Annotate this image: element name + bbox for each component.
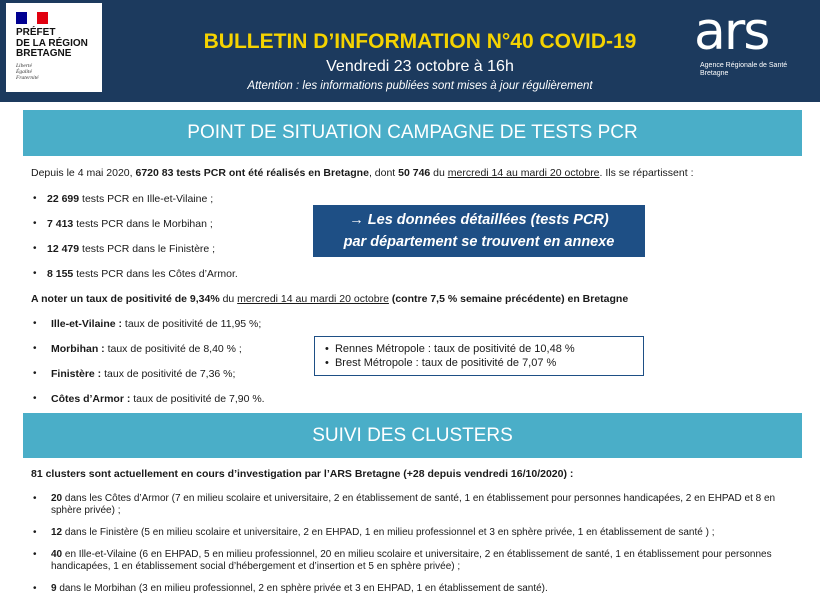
header-banner xyxy=(0,0,820,102)
prefecture-logo xyxy=(6,3,102,92)
update-notice: Attention : les informations publiées sont mises à jour régulièrement xyxy=(247,80,593,92)
bullet-icon: • xyxy=(33,368,37,379)
list-item: 12 dans le Finistère (5 en milieu scolaire et universitaire, 2 en EHPAD, 1 en milieu professionnel et 3 en sphère privée, 1 en établissement de santé ) ; xyxy=(51,527,715,538)
section-title-pcr: POINT DE SITUATION CAMPAGNE DE TESTS PCR xyxy=(23,110,802,156)
prefecture-name: PRÉFET DE LA RÉGION BRETAGNE xyxy=(16,27,88,59)
list-item: • Brest Métropole : taux de positivité de 7,07 % xyxy=(325,357,557,369)
prefecture-motto: Liberté Égalité Fraternité xyxy=(16,63,39,82)
list-item: Morbihan : taux de positivité de 8,40 % ; xyxy=(51,343,242,355)
ars-subtitle: Agence Régionale de Santé Bretagne xyxy=(700,62,788,77)
bullet-icon: • xyxy=(33,193,37,204)
positivity-summary: A noter un taux de positivité de 9,34% du mercredi 14 au mardi 20 octobre (contre 7,5 % semaine précédente) en Bretagne xyxy=(31,293,629,305)
metropole-box xyxy=(314,336,644,376)
list-item: 9 dans le Morbihan (3 en milieu professionnel, 2 en sphère privée et 3 en EHPAD, 1 en établissement de santé). xyxy=(51,583,548,594)
bullet-icon: • xyxy=(33,493,37,504)
list-item: • Rennes Métropole : taux de positivité de 10,48 % xyxy=(325,343,575,355)
list-item: 22 699 tests PCR en Ille-et-Vilaine ; xyxy=(47,193,214,205)
bullet-icon: • xyxy=(33,583,37,594)
bullet-icon: • xyxy=(33,393,37,404)
list-item: Côtes d’Armor : taux de positivité de 7,90 %. xyxy=(51,393,265,405)
clusters-intro: 81 clusters sont actuellement en cours d’investigation par l’ARS Bretagne (+28 depuis vendredi 16/10/2020) : xyxy=(31,468,574,480)
list-item: 20 dans les Côtes d’Armor (7 en milieu scolaire et universitaire, 2 en établissement de santé, 1 en établissement pour personnes handicapées, 2 en EHPAD et 8 en sphère privée) ; xyxy=(51,493,776,516)
section-title-clusters: SUIVI DES CLUSTERS xyxy=(23,413,802,458)
annex-callout: → Les données détaillées (tests PCR) par département se trouvent en annexe xyxy=(313,205,645,257)
list-item: Finistère : taux de positivité de 7,36 %; xyxy=(51,368,236,380)
pcr-intro: Depuis le 4 mai 2020, 6720 83 tests PCR ont été réalisés en Bretagne, dont 50 746 du mercredi 14 au mardi 20 octobre. Ils se répartissent : xyxy=(31,167,694,179)
french-flag-icon xyxy=(16,12,48,24)
bullet-icon: • xyxy=(33,268,37,279)
bullet-icon: • xyxy=(33,343,37,354)
list-item: 8 155 tests PCR dans les Côtes d’Armor. xyxy=(47,268,238,280)
bullet-icon: • xyxy=(33,318,37,329)
list-item: 7 413 tests PCR dans le Morbihan ; xyxy=(47,218,213,230)
bulletin-date: Vendredi 23 octobre à 16h xyxy=(326,58,514,75)
bullet-icon: • xyxy=(33,549,37,560)
ars-logo xyxy=(694,2,814,86)
list-item: 40 en Ille-et-Vilaine (6 en EHPAD, 5 en milieu professionnel, 20 en milieu scolaire et universitaire, 2 en établissement de santé, 1 en établissement pour personnes handicapées, 1 en établissement social d’hébergement et d’insertion et 5 en sphère privée) ; xyxy=(51,549,772,572)
list-item: Ille-et-Vilaine : taux de positivité de 11,95 %; xyxy=(51,318,262,330)
bullet-icon: • xyxy=(33,218,37,229)
ars-wordmark: ars xyxy=(694,2,769,62)
bulletin-title: BULLETIN D’INFORMATION N°40 COVID-19 xyxy=(203,30,637,53)
list-item: 12 479 tests PCR dans le Finistère ; xyxy=(47,243,216,255)
bullet-icon: • xyxy=(33,243,37,254)
bullet-icon: • xyxy=(33,527,37,538)
